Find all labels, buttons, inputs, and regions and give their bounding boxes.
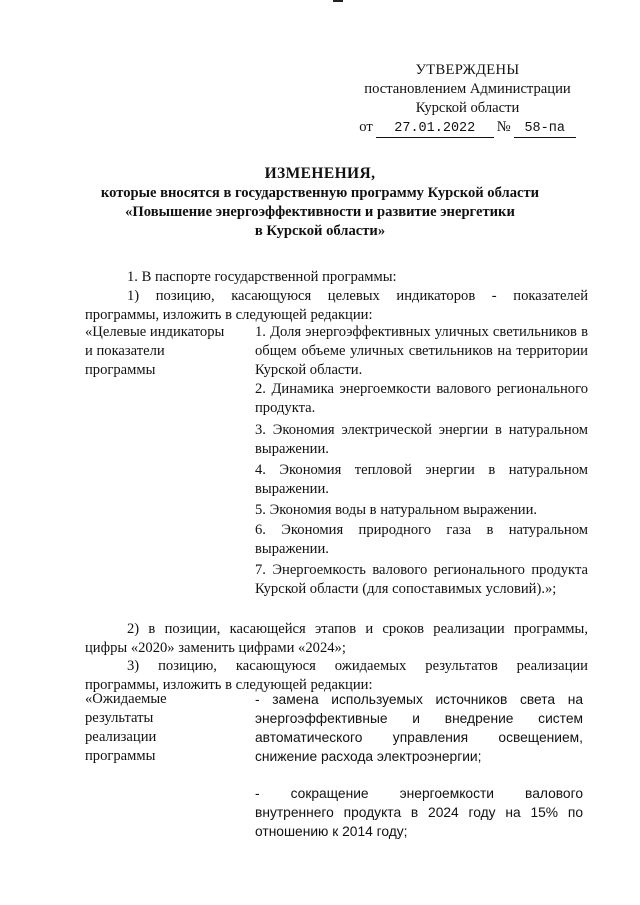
approval-title: УТВЕРЖДЕНЫ xyxy=(415,62,520,78)
indicator-item-5: 5. Экономия воды в натуральном выражении. xyxy=(255,502,538,518)
number-prefix: № xyxy=(496,119,511,135)
approval-date: 27.01.2022 xyxy=(376,121,494,138)
indicator-item-1: 1. Доля энергоэффективных уличных светильников в общем объеме уличных светильников на территории Курской области. xyxy=(255,324,588,378)
indicator-item-2: 2. Динамика энергоемкости валового регионального продукта. xyxy=(255,381,588,416)
indicators-label-line: и показатели xyxy=(85,343,165,359)
result-item-1: - замена используемых источников света на энергоэффективные и внедрение систем автоматического управления освещением, снижение расхода электроэнергии; xyxy=(255,692,583,764)
paragraph-item-3: 3) позицию, касающуюся ожидаемых результатов реализации программы, изложить в следующей редакции: xyxy=(85,658,588,693)
result-item-2: - сокращение энергоемкости валового внутреннего продукта в 2024 году на 15% по отношению к 2014 году; xyxy=(255,786,583,839)
approval-number: 58-па xyxy=(514,121,576,138)
document-heading xyxy=(60,164,580,241)
page-top-mark xyxy=(333,0,343,2)
date-prefix: от xyxy=(359,119,373,135)
indicator-item-4: 4. Экономия тепловой энергии в натуральном выражении. xyxy=(255,462,588,497)
paragraph-item-1: 1. В паспорте государственной программы: xyxy=(127,269,397,285)
indicators-label xyxy=(85,323,255,380)
results-label-line: программы xyxy=(85,748,156,764)
indicators-label-line: «Целевые индикаторы xyxy=(85,324,225,340)
indicators-label-line: программы xyxy=(85,362,156,378)
results-label-line: реализации xyxy=(85,729,157,745)
results-label-line: «Ожидаемые xyxy=(85,691,167,707)
indicators-table xyxy=(85,323,588,623)
heading-line-3: в Курской области» xyxy=(254,223,386,239)
heading-line-2: «Повышение энергоэффективности и развитие энергетики xyxy=(125,204,515,220)
results-table xyxy=(85,690,588,839)
results-label xyxy=(85,690,255,766)
indicator-item-7: 7. Энергоемкость валового регионального продукта Курской области (для сопоставимых условий).»; xyxy=(255,562,588,597)
approval-date-line xyxy=(355,118,580,138)
indicator-item-6: 6. Экономия природного газа в натуральном выражении. xyxy=(255,522,588,557)
paragraph-item-2: 2) в позиции, касающейся этапов и сроков реализации программы, цифры «2020» заменить цифрами «2024»; xyxy=(85,621,588,656)
paragraph-item-1-1: 1) позицию, касающуюся целевых индикаторов - показателей программы, изложить в следующей редакции: xyxy=(85,288,588,323)
approval-line-2: Курской области xyxy=(415,100,520,116)
indicator-item-3: 3. Экономия электрической энергии в натуральном выражении. xyxy=(255,422,588,457)
heading-title: ИЗМЕНЕНИЯ, xyxy=(264,165,376,182)
approval-stamp xyxy=(355,61,580,138)
heading-line-1: которые вносятся в государственную программу Курской области xyxy=(100,185,540,201)
results-label-line: результаты xyxy=(85,710,154,726)
approval-line-1: постановлением Администрации xyxy=(364,81,571,97)
